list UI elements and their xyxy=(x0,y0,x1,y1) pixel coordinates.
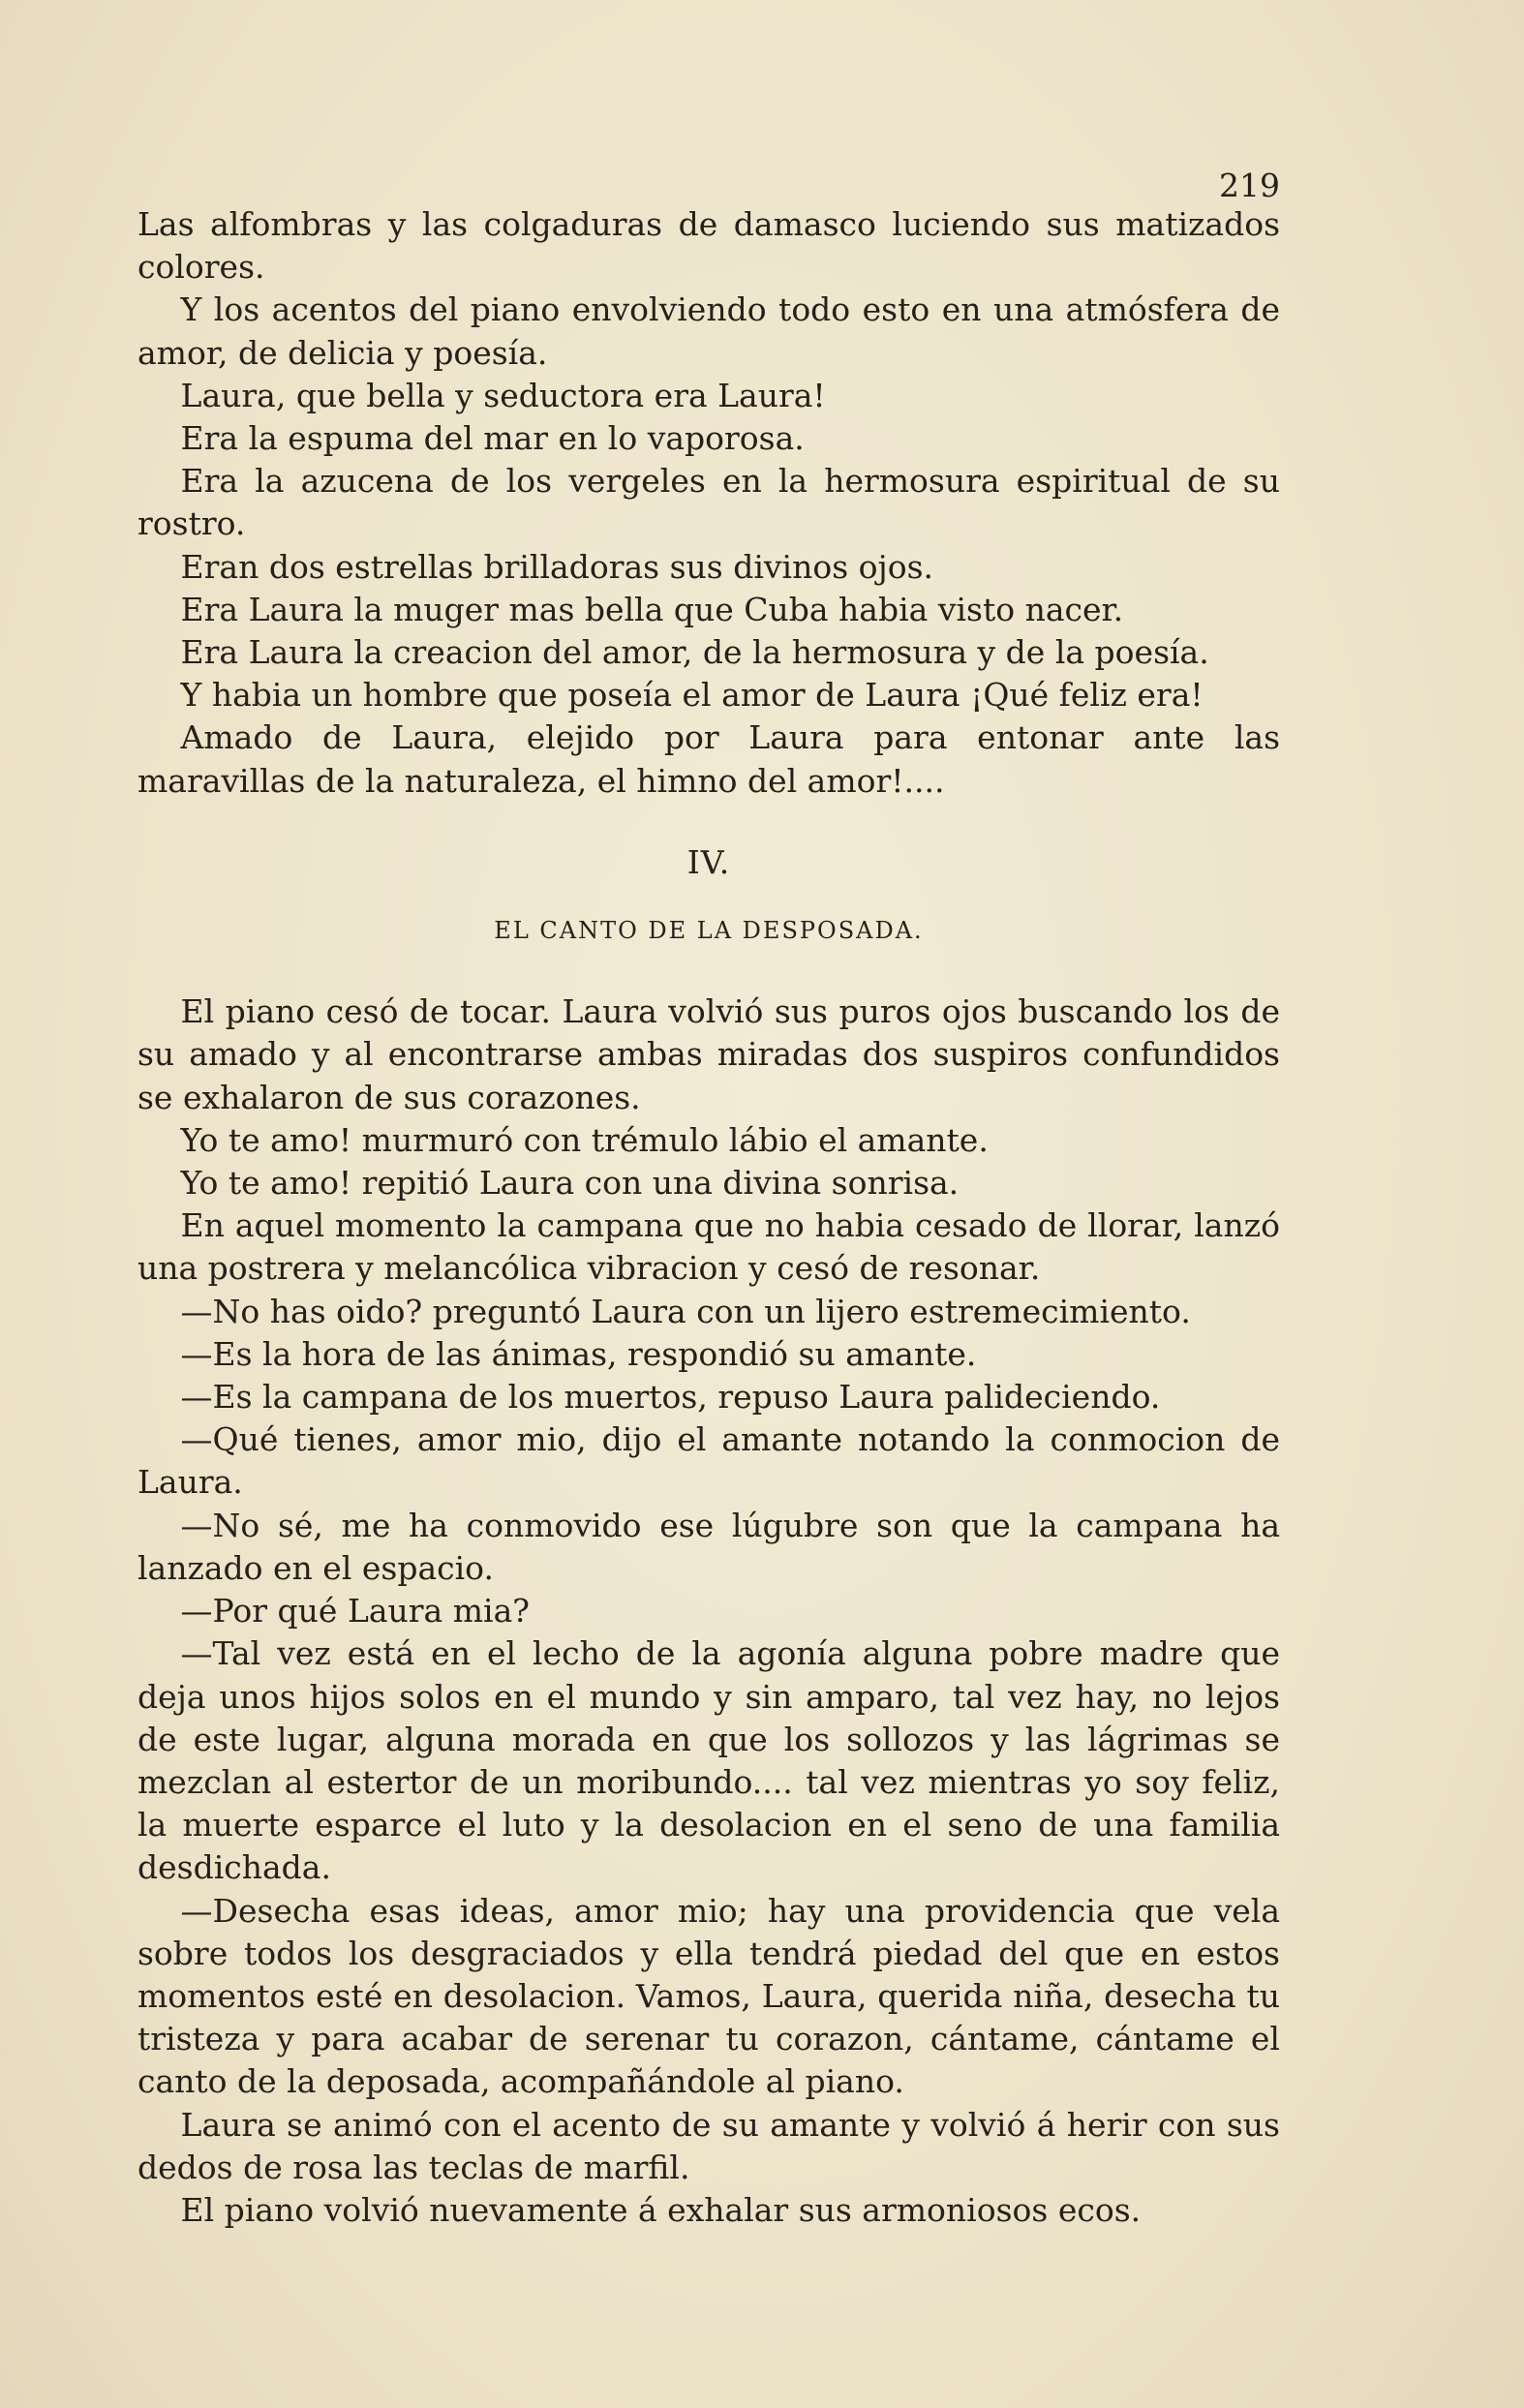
paragraph: Era Laura la muger mas bella que Cuba habia visto nacer. xyxy=(180,590,1124,628)
paragraph: —Es la campana de los muertos, repuso Laura palideciendo. xyxy=(180,1378,1161,1417)
paragraph: Yo te amo! repitió Laura con una divina sonrisa. xyxy=(180,1164,960,1203)
paragraph: En aquel momento la campana que no habia cesado de llorar, lanzó una postrera y melancólica vibracion y cesó de resonar. xyxy=(137,1206,1280,1288)
paragraph: —Por qué Laura mia? xyxy=(180,1592,530,1631)
paragraph: —Qué tienes, amor mio, dijo el amante notando la conmocion de Laura. xyxy=(137,1420,1280,1502)
paragraph: —No sé, me ha conmovido ese lúgubre son que la campana ha lanzado en el espacio. xyxy=(137,1506,1280,1587)
paragraph: Laura se animó con el acento de su amante y volvió á herir con sus dedos de rosa las teclas de marfil. xyxy=(137,2105,1280,2186)
paragraph: Era la espuma del mar en lo vaporosa. xyxy=(180,419,805,458)
paragraph: —Tal vez está en el lecho de la agonía alguna pobre madre que deja unos hijos solos en el mundo y sin amparo, tal vez hay, no lejos de este lugar, alguna morada en que los sollozos y las lágrimas se mezclan al estertor de un moribundo.... tal vez mientras yo soy feliz, la muerte esparce el luto y la desolacion en el seno de una familia desdichada. xyxy=(137,1634,1280,1887)
paragraph: Era la azucena de los vergeles en la hermosura espiritual de su rostro. xyxy=(137,462,1280,543)
page-content xyxy=(137,165,1280,2232)
paragraph: Eran dos estrellas brilladoras sus divinos ojos. xyxy=(180,547,934,586)
paragraph: —Es la hora de las ánimas, respondió su amante. xyxy=(180,1334,977,1373)
paragraph: El piano cesó de tocar. Laura volvió sus puros ojos buscando los de su amado y al encontrarse ambas miradas dos suspiros confundidos se exhalaron de sus corazones. xyxy=(137,992,1280,1116)
paragraph: Amado de Laura, elejido por Laura para entonar ante las maravillas de la naturaleza, el himno del amor!.... xyxy=(137,718,1280,800)
paragraph: Yo te amo! murmuró con trémulo lábio el amante. xyxy=(180,1120,989,1159)
text-block-before-section xyxy=(137,203,1280,803)
paragraph: Las alfombras y las colgaduras de damasco luciendo sus matizados colores. xyxy=(137,205,1280,287)
page-number: 219 xyxy=(1219,167,1280,204)
section-title: EL CANTO DE LA DESPOSADA. xyxy=(494,917,924,945)
paragraph: Laura, que bella y seductora era Laura! xyxy=(180,376,826,414)
paragraph: —No has oido? preguntó Laura con un lijero estremecimiento. xyxy=(180,1292,1191,1330)
section-numeral: IV. xyxy=(686,842,731,881)
paragraph: Y habia un hombre que poseía el amor de Laura ¡Qué feliz era! xyxy=(180,676,1204,715)
paragraph: —Desecha esas ideas, amor mio; hay una providencia que vela sobre todos los desgraciados y ella tendrá piedad del que en estos momentos esté en desolacion. Vamos, Laura, querida niña, desecha tu tristeza y para acabar de serenar tu corazon, cántame, cántame el canto de la deposada, acompañándole al piano. xyxy=(137,1891,1280,2101)
text-block-section-iv xyxy=(137,991,1280,2232)
paragraph: El piano volvió nuevamente á exhalar sus armoniosos ecos. xyxy=(180,2190,1142,2229)
paragraph: Era Laura la creacion del amor, de la hermosura y de la poesía. xyxy=(180,633,1209,672)
paragraph: Y los acentos del piano envolviendo todo esto en una atmósfera de amor, de delicia y poesía. xyxy=(137,290,1280,372)
